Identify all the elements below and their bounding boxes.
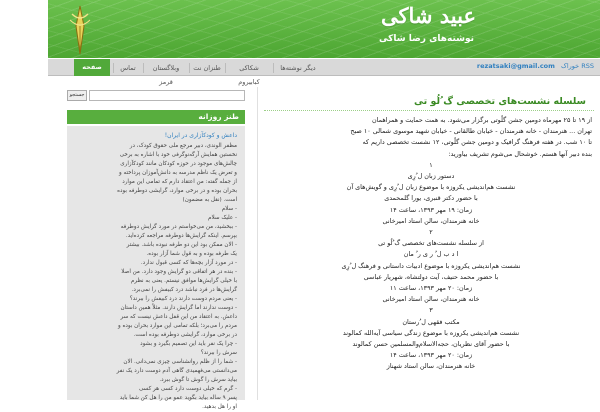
post-line: خانه هنرمندان، سالن استاد امیرخانی	[382, 295, 480, 304]
nav-divider	[113, 63, 114, 73]
nav-item-red-blogs[interactable]: وبلاگستان قرمز	[152, 64, 180, 86]
post-line: زمان: ۱۹ مهر ۱۳۹۳، ساعت ۱۴	[389, 205, 473, 214]
nav-item-contact[interactable]: تماس	[120, 64, 136, 72]
nav-divider	[225, 63, 226, 73]
sidebar-line: و تعرض یک ناظم مدرسه به دانش‌آموزان پرداخته و	[119, 170, 237, 176]
post-line: با حضور دکتر قنبری، یورا گلمحمدی	[384, 194, 478, 203]
sidebar-line: داعش. به اعتقاد من این قفل داعش نیست که سر	[120, 314, 237, 320]
sidebar-line: - سلام	[221, 206, 237, 212]
sidebar-line: از جمله گفته: من اعتقاد دارم که تمامی این موارد	[122, 179, 237, 185]
sidebar-line: - در مورد آزار بچه‌ها که کسی قبول ندارد.	[140, 260, 237, 266]
nav-item-home[interactable]: صفحه اصلی	[74, 59, 110, 76]
sidebar-line: یک طرفه بوده و به قول شما آزار بوده.	[146, 251, 237, 257]
sidebar-line: بحران بوده و در برخی موارد، گرایشی دوطرفه بوده	[117, 188, 237, 194]
post-line: دستور زبان ل ُرِی	[407, 172, 455, 181]
sidebar-line: - الان ممکن بود این دو طرفه نبوده باشد. بیشتر	[126, 242, 237, 248]
post-title[interactable]: سلسله نشست‌های تخصصی گ ُلُو تی	[414, 96, 586, 107]
sidebar-line: - چرا یک نفر باید این تصمیم بگیرد و بشود	[140, 341, 237, 347]
sidebar-text	[73, 142, 237, 412]
search-input[interactable]	[89, 90, 245, 101]
post-line: تهران ... هنرمندان - خانه هنرمندان - خیابان طالقانی - خیابان شهید موسوی شمالی ۱۰ صبح	[350, 127, 592, 136]
post-line: زمان: ۲۰ مهر ۱۳۹۳، ساعت ۱۱	[389, 284, 473, 293]
sidebar-widget	[67, 126, 245, 410]
post-line: زمان: ۲۰ مهر ۱۳۹۳، ساعت ۱۴	[389, 351, 473, 360]
post-line: ۱	[429, 160, 433, 169]
sidebar-line: - گرم که خیلی دوست دارد کسی هر کسی	[138, 386, 237, 392]
sidebar-post-link[interactable]: داعش و کودکآزاری در ایران!	[164, 132, 237, 139]
post-line: ۳	[429, 306, 433, 315]
search-button[interactable]: جستجو	[67, 90, 87, 101]
main-content	[257, 87, 600, 400]
sidebar-line: او را هل بدهید.	[202, 404, 237, 410]
post-line: تا ۱۰ شب. در هفته فرهنگ گرافیک و دومین جشن گلُوتی، ۱۲ نشست تخصصی داریم که	[362, 138, 592, 147]
sidebar-line: در برخی موارد، گرایشی دوطرفه بوده است.	[133, 332, 237, 338]
sidebar-line: چالش‌های موجود در حوزه کودکان مانند کودکآزاری	[120, 161, 237, 167]
post-line: از سلسله نشست‌های تخصصی گ ُلُو تی	[378, 239, 484, 248]
rss-email[interactable]	[477, 62, 594, 70]
sidebar-line: - علیک سلام	[208, 215, 237, 221]
post-header	[264, 93, 594, 111]
nav-divider	[143, 63, 144, 73]
post-line: خانه هنرمندان، سالن استاد شهناز	[386, 362, 476, 371]
sidebar-line: نخستین همایش آرگه‌نوگرفی خود با اشاره به برخی	[119, 152, 237, 158]
rss-label[interactable]: RSS خوراک	[561, 62, 594, 70]
sidebar-line: - شما را از ظلم روانشناسی چیزی نمی‌دانی. الان	[123, 359, 237, 365]
pen-logo-icon	[66, 4, 94, 56]
sidebar-line: - بنده در هر اتفاقی دو گرایش وجود دارد. من اصلا	[121, 269, 237, 275]
post-line: بنده دبیر آنها هستم. خوشحال می‌شوم تشریف بیاورید:	[448, 149, 592, 158]
sidebar-line: گرایش‌ها در فرد نباشد درد کبیفش را نمی‌برد.	[131, 287, 237, 293]
post-line: ۲	[429, 228, 433, 237]
header-texture	[48, 0, 600, 58]
post-line: از ۱۹ تا ۲۵ مهرماه دومین جشن گلُوتی برگزار می‌شود. به همت حمایت و همراهمان	[371, 116, 592, 124]
email-link[interactable]: rezatsaki@gmail.com	[476, 62, 555, 70]
nav-divider	[273, 63, 274, 73]
sidebar-line: - دوست ندارند اما گرایش دارند. مثلاً همین داستان	[120, 305, 237, 311]
post-line: با حضور آقای نظریان، حجه‌الاسلام‌والمسلمین حسن کمالوند	[352, 340, 510, 349]
widget-title: طنز روزانه	[67, 110, 245, 124]
sidebar-line: سرش را ببرند؟	[200, 350, 237, 356]
sidebar-line: می‌دانستی می‌فهمیدی گاهی آدم دوست دارد یک نفر	[116, 368, 237, 374]
post-line: نشست هم‌اندیشی یکروزه با موضوع زندگی سیاسی آیه‌الله کمالوند	[342, 328, 520, 337]
sidebar-line: بیاید سرش را گوش تا گوش ببرد.	[159, 377, 237, 383]
sidebar-line: - یعنی مردم دوست دارند درد کبیفش را ببرند؟	[129, 296, 237, 302]
post-line: نشست هم‌اندیشی یکروزه با موضوع زبان ل ُرِی و گویش‌های آن	[346, 183, 516, 192]
sidebar-line: بپرسم. اینکه گرایش‌ها دوطرفه مراجعه کرده‌اید.	[125, 233, 237, 239]
nav-item-other-writings[interactable]: دیگر نوشته‌ها	[280, 64, 316, 72]
site-tagline: نوشته‌های رضا شاکی	[379, 34, 474, 44]
site-title[interactable]: عبید شاکی	[380, 3, 476, 28]
sidebar-line: مردم را می‌برد؛ بلکه تمامی این موارد بحران بوده و	[117, 323, 237, 329]
sidebar-line: - ببخشید، من می‌خواستم در مورد گرایش دوطرفه	[120, 224, 237, 230]
post-line: خانه هنرمندان، سالن استاد امیرخانی	[382, 216, 480, 225]
nav-item-kebab[interactable]: شکاکی کبابیروم	[238, 64, 260, 86]
post-line: نشست هم‌اندیشی یکروزه با موضوع ادبیات داستانی و فرهنگ ل ُرِی	[341, 261, 521, 270]
sidebar-line: است. (نقل به مضمون)	[182, 197, 237, 203]
post-line: با حضور محمد حنیف، آیت دولتشاه، شهریار عباسی	[363, 272, 499, 281]
sidebar-line: مظفر الوندی، دبیر مرجع ملی حقوق کودک، در	[129, 143, 237, 149]
post-line: ا د ب ل ُ ر ی ر ُ مان	[403, 250, 459, 259]
sidebar-line: پسر ۹ ساله بیاید بگوید عمو من را هل کن شما باید	[119, 395, 237, 401]
site-header	[48, 0, 600, 58]
sidebar-line: با خیلی گرایش‌ها موافق نیستم. یعنی به نظرم	[130, 278, 237, 284]
search-form	[67, 90, 245, 102]
main-nav	[48, 58, 600, 88]
post-body	[270, 115, 592, 373]
post-line: مکتب فقهی ل ُرستان	[402, 317, 460, 326]
nav-divider	[189, 63, 190, 73]
nav-item-tanzan[interactable]: طنزان نت	[193, 64, 221, 72]
